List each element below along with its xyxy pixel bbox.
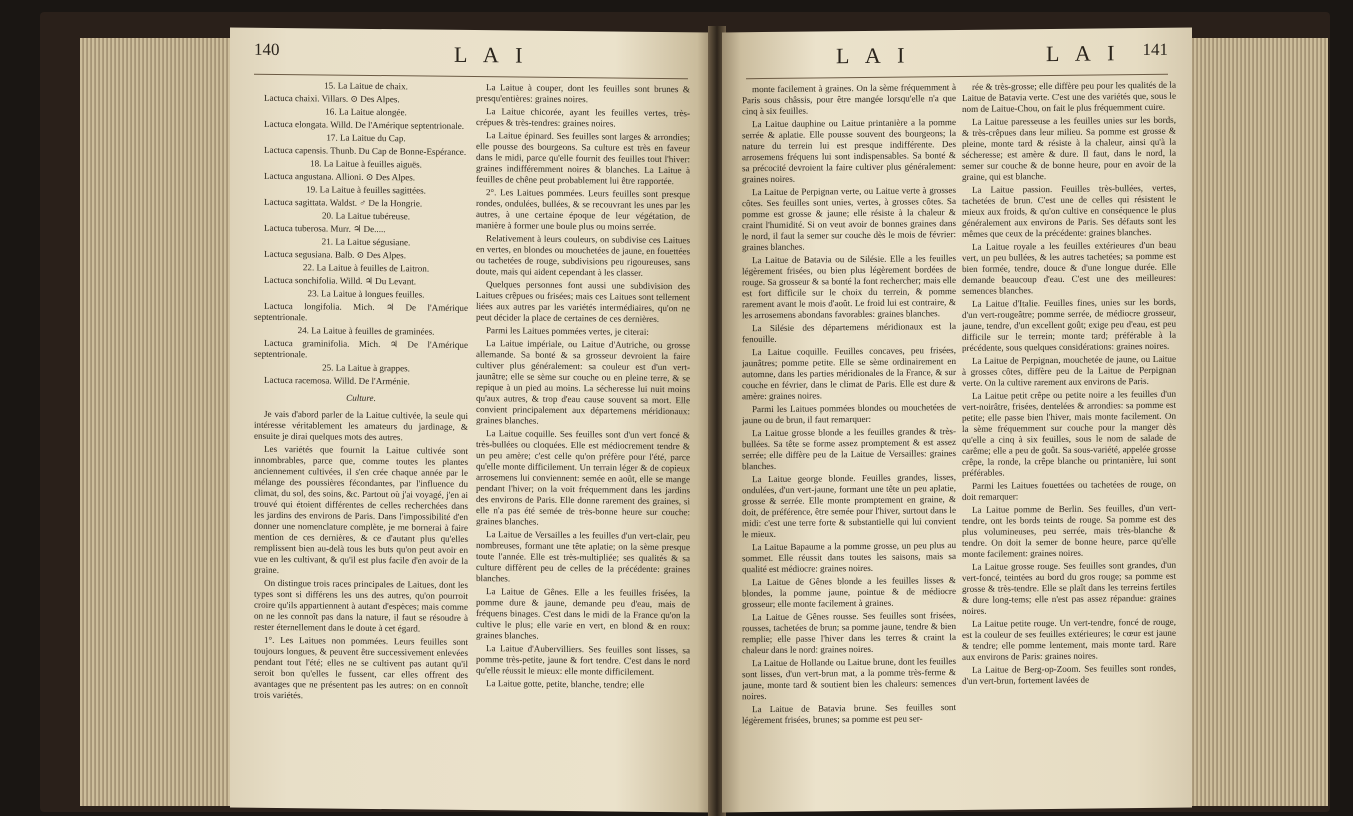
paragraph: La Laitue épinard. Ses feuilles sont larges & arrondies; elle pousse des bourgeons. Sa culture est très en faveur dans le midi, parce qu'elle fournit des feuilles tout l'hiver: graines indifféremment noires & blanches. La Laitue à feuilles de chêne peut probablement lui être rapportée.: [476, 130, 690, 187]
paragraph: Parmi les Laitues pommées vertes, je citerai:: [486, 325, 649, 337]
paragraph: Les variétés que fournit la Laitue cultivée sont innombrables, parce que, comme toutes les plantes anciennement cultivées, il s'en crée chaque année par le mélange des poussières fécondantes, par l'influence du climat, du sol, des soins, &c. Partout où j'ai voyagé, j'en ai trouvé qui étoient différentes de celles recherchées dans les jardins des environs de Paris. Dans l'impossibilité d'en donner une nomenclature complète, je me bornerai à faire mention de ces dernières, & ce d'autant plus qu'elles remplissent bien au-delà tous les buts qu'on peut avoir en vue en les cultivant, & qu'il est plus facile d'en avoir de la graine.: [254, 443, 468, 575]
paragraph: 24. La Laitue à feuilles de graminées.: [297, 325, 435, 337]
paragraph: Lactuca sagittata. Waldst. ♂ De la Hongrie.: [264, 196, 423, 209]
right-page-number: 141: [1142, 39, 1168, 60]
left-running-head: L A I: [454, 41, 529, 68]
paragraph: On distingue trois races principales de Laitues, dont les types sont si différens les uns des autres, qu'on pourroit croire qu'ils appartiennent à autant d'espèces; mais comme on ne les connoît pas dans la nature, il faut se résoudre à rester éternellement dans le doute à cet égard.: [254, 577, 468, 634]
paragraph: La Laitue coquille. Ses feuilles sont d'un vert foncé & très-bullées ou cloquées. Elle est médiocrement tendre & un peu amère; c'est celle qu'on préfère pour l'été, parce qu'elle monte difficilement. Un terrain léger & de copieux arrosemens lui conviennent: semée en août, elle se mange pendant l'hiver; on la voit fréquemment dans les jardins des environs de Paris. Elle donne rarement des graines, si elle n'a pas été semée de très-bonne heure sur couche: graines blanches.: [476, 428, 690, 527]
paragraph: La Laitue coquille. Feuilles concaves, peu frisées, jaunâtres; pomme petite. Elle se sème ordinairement en automne, dans les parties méridionales de la France, & sur couche en février, dans le climat de Paris. Elle est dure & amère: graines noires.: [742, 345, 956, 402]
paragraph: La Laitue grosse blonde a les feuilles grandes & très-bullées. Sa tête se forme assez promptement & est assez serrée; elle diffère peu de la Laitue de Versailles: graines blanches.: [742, 426, 956, 472]
paragraph: La Laitue de Batavia brune. Ses feuilles sont légèrement frisées, brunes; sa pomme est peu ser-: [742, 702, 956, 726]
paragraph: La Laitue dauphine ou Laitue printanière a la pomme serrée & aplatie. Elle pousse souvent des bourgeons; la nature du terrein lui est presque indifférente. Des arrosemens fréquens lui sont indispensables. Sa bonté & sa précocité devroient la faire cultiver plus généralement: graines noires.: [742, 117, 956, 185]
paragraph: Lactuca angustana. Allioni. ⊙ Des Alpes.: [264, 170, 416, 183]
left-page-number: 140: [254, 39, 280, 59]
right-page: [722, 28, 1192, 813]
paragraph: La Laitue de Berg-op-Zoom. Ses feuilles sont rondes, d'un vert-brun, fortement lavées de: [962, 662, 1176, 686]
paragraph: Lactuca graminifolia. Mich. ♃ De l'Amérique septentrionale.: [254, 337, 468, 360]
left-page: [230, 27, 712, 812]
paragraph: 21. La Laitue ségusiane.: [321, 236, 411, 248]
paragraph: 23. La Laitue à longues feuilles.: [307, 288, 425, 300]
paragraph: La Laitue de Gênes blonde a les feuilles lisses & blondes, la pomme jaune, pointue & de médiocre grosseur; elle monte facilement à graines.: [742, 575, 956, 610]
paragraph: La Silésie des départemens méridionaux est la fenouille.: [742, 321, 956, 345]
paragraph: La Laitue pomme de Berlin. Ses feuilles, d'un vert-tendre, ont les bords teints de rouge. Sa pomme est des plus volumineuses, peu serrée, mais très-blanche & tendre. On doit la semer de bonne heure, parce qu'elle monte facilement: graines noires.: [962, 502, 1176, 559]
paragraph: Lactuca sonchifolia. Willd. ♃ Du Levant.: [264, 274, 417, 287]
right-running-head-2: L A I: [1046, 40, 1121, 67]
paragraph: La Laitue petit crêpe ou petite noire a les feuilles d'un vert-noirâtre, frisées, dentelées & arrondies: sa pomme est petite; elle passe bien l'hiver, mais monte facilement. On la sème fréquemment sur couche pour la manger dès qu'elle a cinq à six feuilles, sous le nom de salade de carême; elle a peu de goût. Sa sous-variété, appelée grosse crêpe, la ronde, la crêpe blanche ou printanière, lui sont préférables.: [962, 388, 1176, 478]
paragraph: Lactuca capensis. Thunb. Du Cap de Bonne-Espérance.: [264, 144, 467, 157]
paragraph: Lactuca longifolia. Mich. ♃ De l'Amérique septentrionale.: [254, 300, 468, 323]
paragraph: Quelques personnes font aussi une subdivision des Laitues crêpues ou frisées; mais ces Laitues sont tellement liées aux autres par les variétés intermédiaires, qu'on ne peut décider la place de certaines de ces dernières.: [476, 279, 690, 324]
paragraph: Parmi les Laitues pommées blondes ou mouchetées de jaune ou de brun, il faut remarquer:: [742, 402, 956, 426]
paragraph: 2°. Les Laitues pommées. Leurs feuilles sont presque rondes, ondulées, bullées, & se recouvrant les unes par les autres, à une certaine époque de leur végétation, de manière à former une boule plus ou moins serrée.: [476, 187, 690, 232]
paragraph: 17. La Laitue du Cap.: [326, 132, 406, 144]
right-page-column-1: [742, 82, 956, 804]
paragraph: 19. La Laitue à feuilles sagittées.: [306, 184, 426, 196]
paragraph: La Laitue de Gênes. Elle a les feuilles frisées, la pomme dure & jaune, demande peu d'eau, mais de fréquens binages. C'est dans le midi de la France qu'on la cultive le plus; elle varie en vert, en blond & en roux: graines blanches.: [476, 586, 690, 641]
left-page-column-1: [254, 80, 468, 802]
paragraph: La Laitue de Versailles a les feuilles d'un vert-clair, peu nombreuses, formant une tête aplatie; on la sème presque toute l'année. Elle est très-multipliée; ses qualités & sa culture diffèrent peu de celles de la précédente: graines blanches.: [476, 529, 690, 584]
paragraph: La Laitue de Batavia ou de Silésie. Elle a les feuilles légèrement frisées, ou bien plus légèrement bordées de rouge. Sa grosseur & sa bonté la font rechercher; mais elle est fort difficile sur le choix du terrein, & pomme rarement avant le mois d'août. Le froid lui est contraire, & les arrosemens abondans favorables: graines blanches.: [742, 253, 956, 321]
paragraph: Lactuca segusiana. Balb. ⊙ Des Alpes.: [264, 248, 406, 261]
paragraph: 16. La Laitue alongée.: [325, 106, 407, 118]
paragraph: La Laitue petite rouge. Un vert-tendre, foncé de rouge, est la couleur de ses feuilles extérieures; le cœur est jaune & tendre; elle pomme lentement, mais monte tard. Rare aux environs de Paris: graines noires.: [962, 616, 1176, 662]
paragraph: monte facilement à graines. On la sème fréquemment à Paris sous châssis, pour être mangée lorsqu'elle n'a que cinq à six feuilles.: [742, 82, 956, 117]
paragraph: 15. La Laitue de chaix.: [324, 80, 408, 92]
paragraph: La Laitue à couper, dont les feuilles sont brunes & presqu'entières: graines noires.: [476, 82, 690, 105]
paragraph: La Laitue grosse rouge. Ses feuilles sont grandes, d'un vert-foncé, teintées au bord du gros rouge; sa pomme est grosse & très-tendre. Elle se plaît dans les terreins fertiles & dure long-tems; elle n'est pas assez répandue: graines noires.: [962, 559, 1176, 616]
paragraph: La Laitue impériale, ou Laitue d'Autriche, ou grosse allemande. Sa bonté & sa grosseur devroient la faire cultiver plus généralement: sa couleur est d'un vert-jaunâtre; elle se sème sur couche ou en pleine terre, & se repique à un pied au moins. La sécheresse lui nuit moins qu'aux autres, & trop d'eau cause souvent sa mort. Elle convient principalement aux départemens méridionaux: graines blanches.: [476, 338, 690, 426]
paragraph: La Laitue Bapaume a la pomme grosse, un peu plus au sommet. Elle réussit dans toutes les saisons, mais sa qualité est médiocre: graines noires.: [742, 540, 956, 575]
paragraph: La Laitue d'Aubervilliers. Ses feuilles sont lisses, sa pomme très-petite, jaune & fort tendre. C'est dans le nord qu'elle réussit le mieux: elle monte difficilement.: [476, 643, 690, 677]
open-book: [40, 12, 1330, 812]
left-page-edges: [80, 38, 230, 806]
paragraph: Lactuca chaixi. Villars. ⊙ Des Alpes.: [264, 92, 400, 105]
paragraph: La Laitue chicorée, ayant les feuilles vertes, très-crépues & très-tendres: graines noires.: [476, 106, 690, 129]
paragraph: La Laitue de Perpignan, mouchetée de jaune, ou Laitue à grosses côtes, diffère peu de la Laitue de Perpignan verte. On la cultive rarement aux environs de Paris.: [962, 353, 1176, 388]
paragraph: 18. La Laitue à feuilles aiguës.: [310, 158, 422, 170]
paragraph: 1°. Les Laitues non pommées. Leurs feuilles sont toujours longues, & peuvent être successivement enlevées pendant tout l'été; elles ne se cultivent pas autant qu'il seroit bon qu'elles le fussent, car elles offrent des avantages que ne présentent pas les autres: on en connoît trois variétés.: [254, 634, 468, 701]
paragraph: Relativement à leurs couleurs, on subdivise ces Laitues en vertes, en blondes ou mouchetées de jaune, en fouettées ou tachetées de rouge, subdivisions peu rigoureuses, sans doute, mais qui aident cependant à les classer.: [476, 233, 690, 278]
paragraph: 20. La Laitue tubéreuse.: [321, 210, 411, 222]
paragraph: rée & très-grosse; elle diffère peu pour les qualités de la Laitue de Batavia verte. C'est une des variétés que, sous le nom de Laitue-Chou, on fait le plus fréquemment cuire.: [962, 79, 1176, 114]
paragraph: Lactuca racemosa. Willd. De l'Arménie.: [264, 374, 410, 387]
right-page-column-2: [962, 80, 1176, 802]
paragraph: 22. La Laitue à feuilles de Laitron.: [302, 262, 430, 274]
paragraph: Je vais d'abord parler de la Laitue cultivée, la seule qui intéresse véritablement les amateurs du jardinage, & ensuite je dirai quelques mots des autres.: [254, 408, 468, 443]
paragraph: Parmi les Laitues fouettées ou tachetées de rouge, on doit remarquer:: [962, 478, 1176, 502]
paragraph: La Laitue royale a les feuilles extérieures d'un beau vert, un peu bullées, & les autres tachetées; sa pomme est bien formée, tendre, douce & d'une longue durée. Elle demande beaucoup d'eau. C'est une des meilleures: semences blanches.: [962, 239, 1176, 296]
paragraph: La Laitue george blonde. Feuilles grandes, lisses, ondulées, d'un vert-jaune, formant une tête un peu aplatie, grosse & serrée. Elle monte promptement en graine, & doit, de préférence, être semée pour l'hiver, surtout dans le midi: c'est une terre forte & substantielle qui lui convient le mieux.: [742, 472, 956, 540]
right-page-edges: [1190, 38, 1328, 806]
paragraph: La Laitue d'Italie. Feuilles fines, unies sur les bords, d'un vert-rougeâtre; pomme serrée, de médiocre grosseur, jaune, tendre, d'un excellent goût; exige peu d'eau, est peu difficile sur le terrein; monte tard; préférable à la précédente, sous quelques considérations: graines noires.: [962, 296, 1176, 353]
paragraph: La Laitue de Hollande ou Laitue brune, dont les feuilles sont lisses, d'un vert-brun mat, a la pomme très-ferme & jaune, monte tard & soutient bien les chaleurs: semences noires.: [742, 656, 956, 702]
paragraph: Lactuca elongata. Willd. De l'Amérique septentrionale.: [264, 118, 465, 131]
right-page-header: [746, 36, 1168, 76]
paragraph: La Laitue de Perpignan verte, ou Laitue verte à grosses côtes. Ses feuilles sont unies, vertes, à grosses côtes. Sa pomme est grosse & jaune; elle résiste à la chaleur & craint l'humidité. Si on veut avoir de bonnes graines dans le nord, il faut la semer sur couche dès le mois de février: graines blanches.: [742, 185, 956, 253]
paragraph: La Laitue passion. Feuilles très-bullées, vertes, tachetées de brun. C'est une de celles qui résistent le mieux aux froids, & qu'on cultive en conséquence le plus généralement aux environs de Paris. Ses défauts sont les mêmes que ceux de la précédente: graines blanches.: [962, 182, 1176, 239]
paragraph: Culture.: [346, 392, 376, 404]
paragraph: La Laitue paresseuse a les feuilles unies sur les bords, & très-crêpues dans leur milieu. Sa pomme est grosse & pleine, monte tard & résiste à la chaleur, ainsi qu'à la sécheresse; est amère & dure. Il faut, dans le nord, la semer sur couche & de bonne heure, pour en avoir de la graine, qui est blanche.: [962, 114, 1176, 182]
paragraph: Lactuca tuberosa. Murr. ♃ De.....: [264, 222, 386, 235]
left-page-header: [254, 36, 688, 77]
paragraph: La Laitue gotte, petite, blanche, tendre; elle: [486, 678, 645, 690]
paragraph: 25. La Laitue à grappes.: [322, 362, 410, 374]
left-page-column-2: [476, 82, 690, 804]
paragraph: La Laitue de Gênes rousse. Ses feuilles sont frisées, rousses, tachetées de brun; sa pomme jaune, tendre & bien remplie; elle passe l'hiver dans les terres & craint la chaleur dans le nord: graines noires.: [742, 610, 956, 656]
right-running-head: L A I: [836, 42, 911, 69]
